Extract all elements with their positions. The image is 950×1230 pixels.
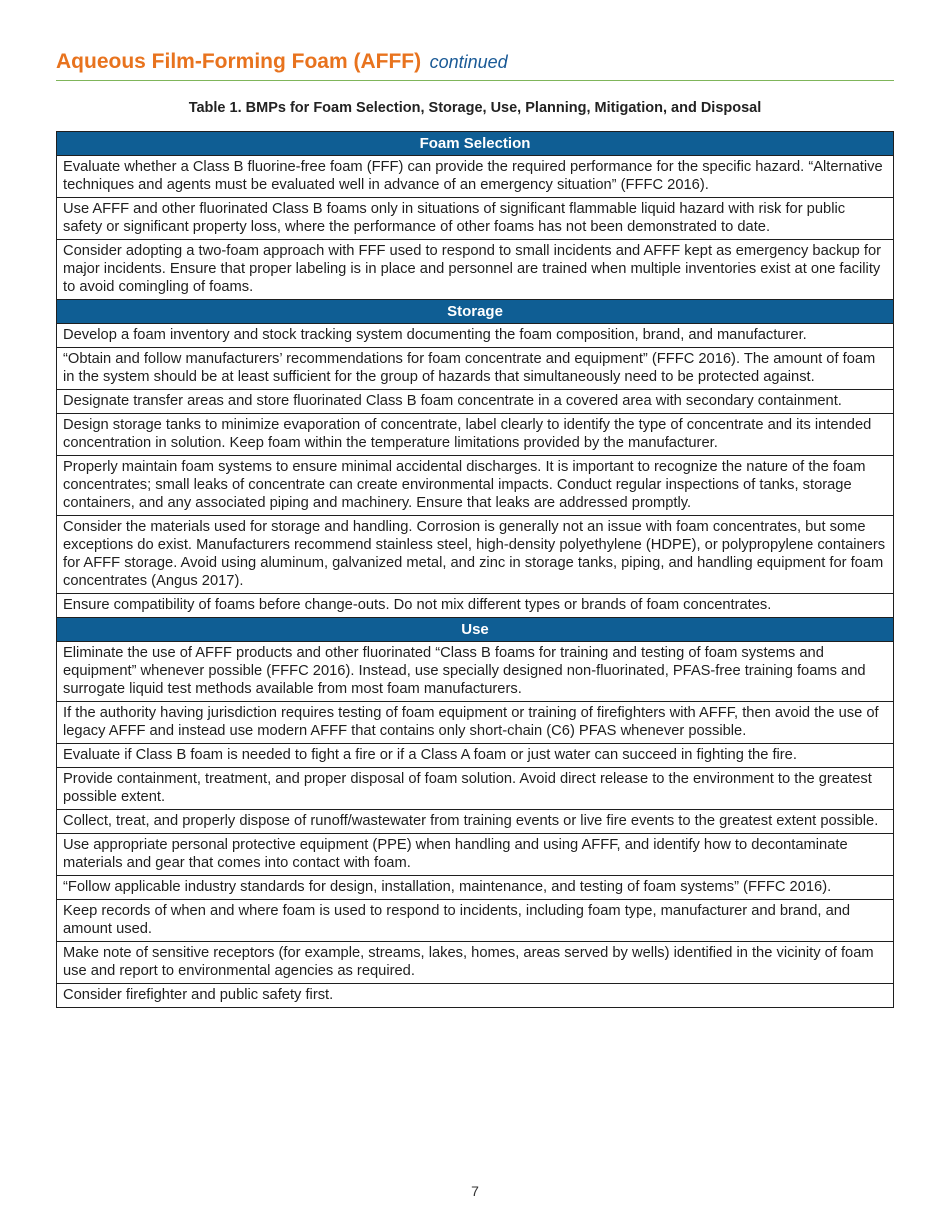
table-row xyxy=(57,744,894,768)
table-row xyxy=(57,324,894,348)
table-row xyxy=(57,702,894,744)
table-row xyxy=(57,240,894,300)
page-subtitle: continued xyxy=(429,52,508,72)
table-row xyxy=(57,942,894,984)
table-row xyxy=(57,834,894,876)
page-title: Aqueous Film-Forming Foam (AFFF) xyxy=(56,50,422,73)
table-cell: Keep records of when and where foam is used to respond to incidents, including foam type, manufacturer and brand, and amount used. xyxy=(57,900,894,942)
table-row xyxy=(57,348,894,390)
table-cell: Designate transfer areas and store fluorinated Class B foam concentrate in a covered area with secondary containment. xyxy=(57,390,894,414)
table-row xyxy=(57,414,894,456)
table-row xyxy=(57,876,894,900)
table-row xyxy=(57,768,894,810)
table-cell: Make note of sensitive receptors (for example, streams, lakes, homes, areas served by wells) identified in the vicinity of foam use and report to environmental agencies as required. xyxy=(57,942,894,984)
section-heading-storage: Storage xyxy=(57,300,894,324)
section-header-row xyxy=(57,132,894,156)
bmp-table xyxy=(56,131,894,1008)
section-heading-foam-selection: Foam Selection xyxy=(57,132,894,156)
section-header-row xyxy=(57,618,894,642)
table-cell: Design storage tanks to minimize evaporation of concentrate, label clearly to identify the type of concentrate and its intended concentration in solution. Keep foam within the temperature limitations provided by the manufacturer. xyxy=(57,414,894,456)
section-header-row xyxy=(57,300,894,324)
section-heading-use: Use xyxy=(57,618,894,642)
table-cell: Properly maintain foam systems to ensure minimal accidental discharges. It is important to recognize the nature of the foam concentrates; small leaks of concentrate can create environmental impacts. Conduct regular inspections of tanks, storage containers, and any associated piping and machinery. Ensure that leaks are addressed promptly. xyxy=(57,456,894,516)
table-row xyxy=(57,984,894,1008)
table-cell: “Follow applicable industry standards for design, installation, maintenance, and testing of foam systems” (FFFC 2016). xyxy=(57,876,894,900)
table-cell: Eliminate the use of AFFF products and other fluorinated “Class B foams for training and testing of foam systems and equipment” whenever possible (FFFC 2016). Instead, use specially designed non-fluorinated, PFAS-free training foams and surrogate liquid test methods available from most foam manufacturers. xyxy=(57,642,894,702)
table-cell: “Obtain and follow manufacturers’ recommendations for foam concentrate and equipment” (FFFC 2016). The amount of foam in the system should be at least sufficient for the group of hazards that simultaneously need to be protected against. xyxy=(57,348,894,390)
table-cell: Consider adopting a two-foam approach with FFF used to respond to small incidents and AFFF kept as emergency backup for major incidents. Ensure that proper labeling is in place and personnel are trained when multiple inventories exist at one facility to avoid comingling of foams. xyxy=(57,240,894,300)
table-cell: Consider firefighter and public safety first. xyxy=(57,984,894,1008)
table-row xyxy=(57,198,894,240)
table-cell: Consider the materials used for storage and handling. Corrosion is generally not an issue with foam concentrates, but some exceptions do exist. Manufacturers recommend stainless steel, high-density polyethylene (HDPE), or polypropylene containers for AFFF storage. Avoid using aluminum, galvanized metal, and zinc in storage tanks, piping, and handling equipment for foam concentrates (Angus 2017). xyxy=(57,516,894,594)
table-row xyxy=(57,810,894,834)
table-cell: Evaluate if Class B foam is needed to fight a fire or if a Class A foam or just water can succeed in fighting the fire. xyxy=(57,744,894,768)
table-cell: If the authority having jurisdiction requires testing of foam equipment or training of firefighters with AFFF, then avoid the use of legacy AFFF and instead use modern AFFF that contains only short-chain (C6) PFAS whenever possible. xyxy=(57,702,894,744)
table-cell: Use appropriate personal protective equipment (PPE) when handling and using AFFF, and identify how to decontaminate materials and gear that comes into contact with foam. xyxy=(57,834,894,876)
table-cell: Develop a foam inventory and stock tracking system documenting the foam composition, brand, and manufacturer. xyxy=(57,324,894,348)
table-cell: Evaluate whether a Class B fluorine-free foam (FFF) can provide the required performance for the specific hazard. “Alternative techniques and agents must be evaluated well in advance of an emergency situation” (FFFC 2016). xyxy=(57,156,894,198)
table-cell: Collect, treat, and properly dispose of runoff/wastewater from training events or live fire events to the greatest extent possible. xyxy=(57,810,894,834)
table-caption: Table 1. BMPs for Foam Selection, Storage, Use, Planning, Mitigation, and Disposal xyxy=(188,100,762,116)
table-row xyxy=(57,456,894,516)
table-row xyxy=(57,642,894,702)
table-row xyxy=(57,516,894,594)
table-row xyxy=(57,156,894,198)
page-header xyxy=(56,50,894,81)
page-number: 7 xyxy=(471,1183,479,1199)
table-cell: Provide containment, treatment, and proper disposal of foam solution. Avoid direct release to the environment to the greatest possible extent. xyxy=(57,768,894,810)
table-row xyxy=(57,594,894,618)
table-cell: Use AFFF and other fluorinated Class B foams only in situations of significant flammable liquid hazard with risk for public safety or significant property loss, where the performance of other foams has not been demonstrated to date. xyxy=(57,198,894,240)
table-row xyxy=(57,900,894,942)
table-row xyxy=(57,390,894,414)
table-cell: Ensure compatibility of foams before change-outs. Do not mix different types or brands of foam concentrates. xyxy=(57,594,894,618)
